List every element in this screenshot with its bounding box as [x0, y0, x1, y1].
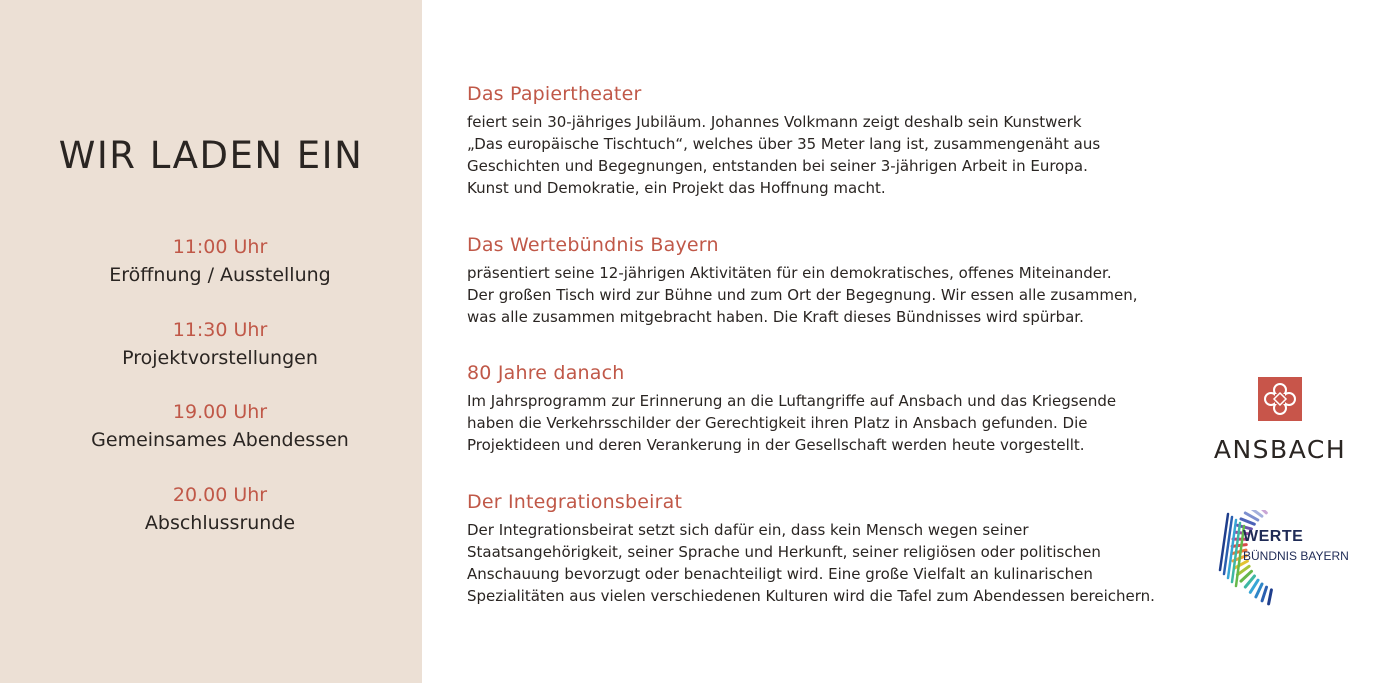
section-heading: 80 Jahre danach	[467, 362, 625, 384]
section-integrationsbeirat	[467, 489, 1155, 607]
text-line: Der großen Tisch wird zur Bühne und zum Ort der Begegnung. Wir essen alle zusammen,	[467, 286, 1138, 304]
text-line: Staatsangehörigkeit, seiner Sprache und Herkunft, seiner religiösen oder politischen	[467, 543, 1101, 561]
arc-stroke	[1250, 580, 1258, 592]
arc-stroke	[1269, 590, 1272, 604]
section-80-jahre	[467, 360, 1116, 456]
text-line: präsentiert seine 12-jährigen Aktivitäten für ein demokratisches, offenes Miteinander.	[467, 264, 1112, 282]
section-heading: Das Wertebündnis Bayern	[467, 234, 719, 256]
text-line: Anschauung bevorzugt oder benachteiligt wird. Eine große Vielfalt an kulinarischen	[467, 565, 1093, 583]
section-heading: Der Integrationsbeirat	[467, 491, 683, 513]
section-body	[467, 111, 1100, 199]
text-line: Kunst und Demokratie, ein Projekt das Hoffnung macht.	[467, 179, 886, 197]
schedule-time: 19.00 Uhr	[172, 401, 268, 423]
section-body	[467, 390, 1116, 456]
werte-buendnis-logo	[1212, 510, 1362, 615]
schedule-label: Abschlussrunde	[144, 511, 296, 534]
text-line: Der Integrationsbeirat setzt sich dafür ein, dass kein Mensch wegen seiner	[467, 521, 1029, 539]
text-line: feiert sein 30-jähriges Jubiläum. Johannes Volkmann zeigt deshalb sein Kunstwerk	[467, 113, 1082, 131]
text-line: Projektideen und deren Verankerung in der Gesellschaft werden heute vorgestellt.	[467, 436, 1085, 454]
section-papiertheater	[467, 81, 1100, 199]
schedule-item	[0, 317, 440, 400]
ansbach-wordmark: ANSBACH	[1213, 435, 1347, 464]
arc-stroke	[1241, 519, 1254, 524]
schedule	[0, 234, 440, 564]
arc-stroke	[1245, 513, 1258, 520]
text-line: Geschichten und Begegnungen, entstanden bei seiner 3-jährigen Arbeit in Europa.	[467, 157, 1088, 175]
arc-stroke	[1256, 584, 1262, 597]
werte-logo-line2: BÜNDNIS BAYERN	[1243, 549, 1349, 563]
schedule-item	[0, 234, 440, 317]
text-line: was alle zusammen mitgebracht haben. Die Kraft dieses Bündnisses wird spürbar.	[467, 308, 1084, 326]
schedule-label: Gemeinsames Abendessen	[91, 429, 349, 451]
schedule-label: Eröffnung / Ausstellung	[109, 264, 331, 286]
arc-stroke	[1262, 587, 1266, 601]
sidebar	[0, 0, 422, 683]
section-heading: Das Papiertheater	[467, 83, 642, 105]
text-line: Im Jahrsprogramm zur Erinnerung an die Luftangriffe auf Ansbach und das Kriegsende	[467, 392, 1117, 410]
schedule-label: Projektvorstellungen	[122, 346, 318, 369]
schedule-time: 20.00 Uhr	[172, 483, 268, 506]
section-wertebuendnis	[467, 232, 1138, 328]
section-body	[467, 519, 1155, 607]
page-title: WIR LADEN EIN	[58, 134, 364, 177]
werte-logo-line1: WERTE	[1243, 528, 1304, 545]
schedule-time: 11:30 Uhr	[172, 318, 268, 341]
ansbach-emblem-icon	[1258, 377, 1302, 421]
schedule-item	[0, 482, 440, 565]
schedule-time: 11:00 Uhr	[172, 236, 268, 258]
text-line: Spezialitäten aus vielen verschiedenen Kulturen wird die Tafel zum Abendessen bereichern.	[467, 587, 1155, 605]
schedule-item	[0, 399, 440, 482]
text-line: „Das europäische Tischtuch“, welches über 35 Meter lang ist, zusammengenäht aus	[467, 135, 1101, 153]
section-body	[467, 262, 1138, 328]
ansbach-logo	[1200, 377, 1360, 467]
text-line: haben die Verkehrsschilder der Gerechtigkeit ihren Platz in Ansbach gefunden. Die	[467, 414, 1088, 432]
